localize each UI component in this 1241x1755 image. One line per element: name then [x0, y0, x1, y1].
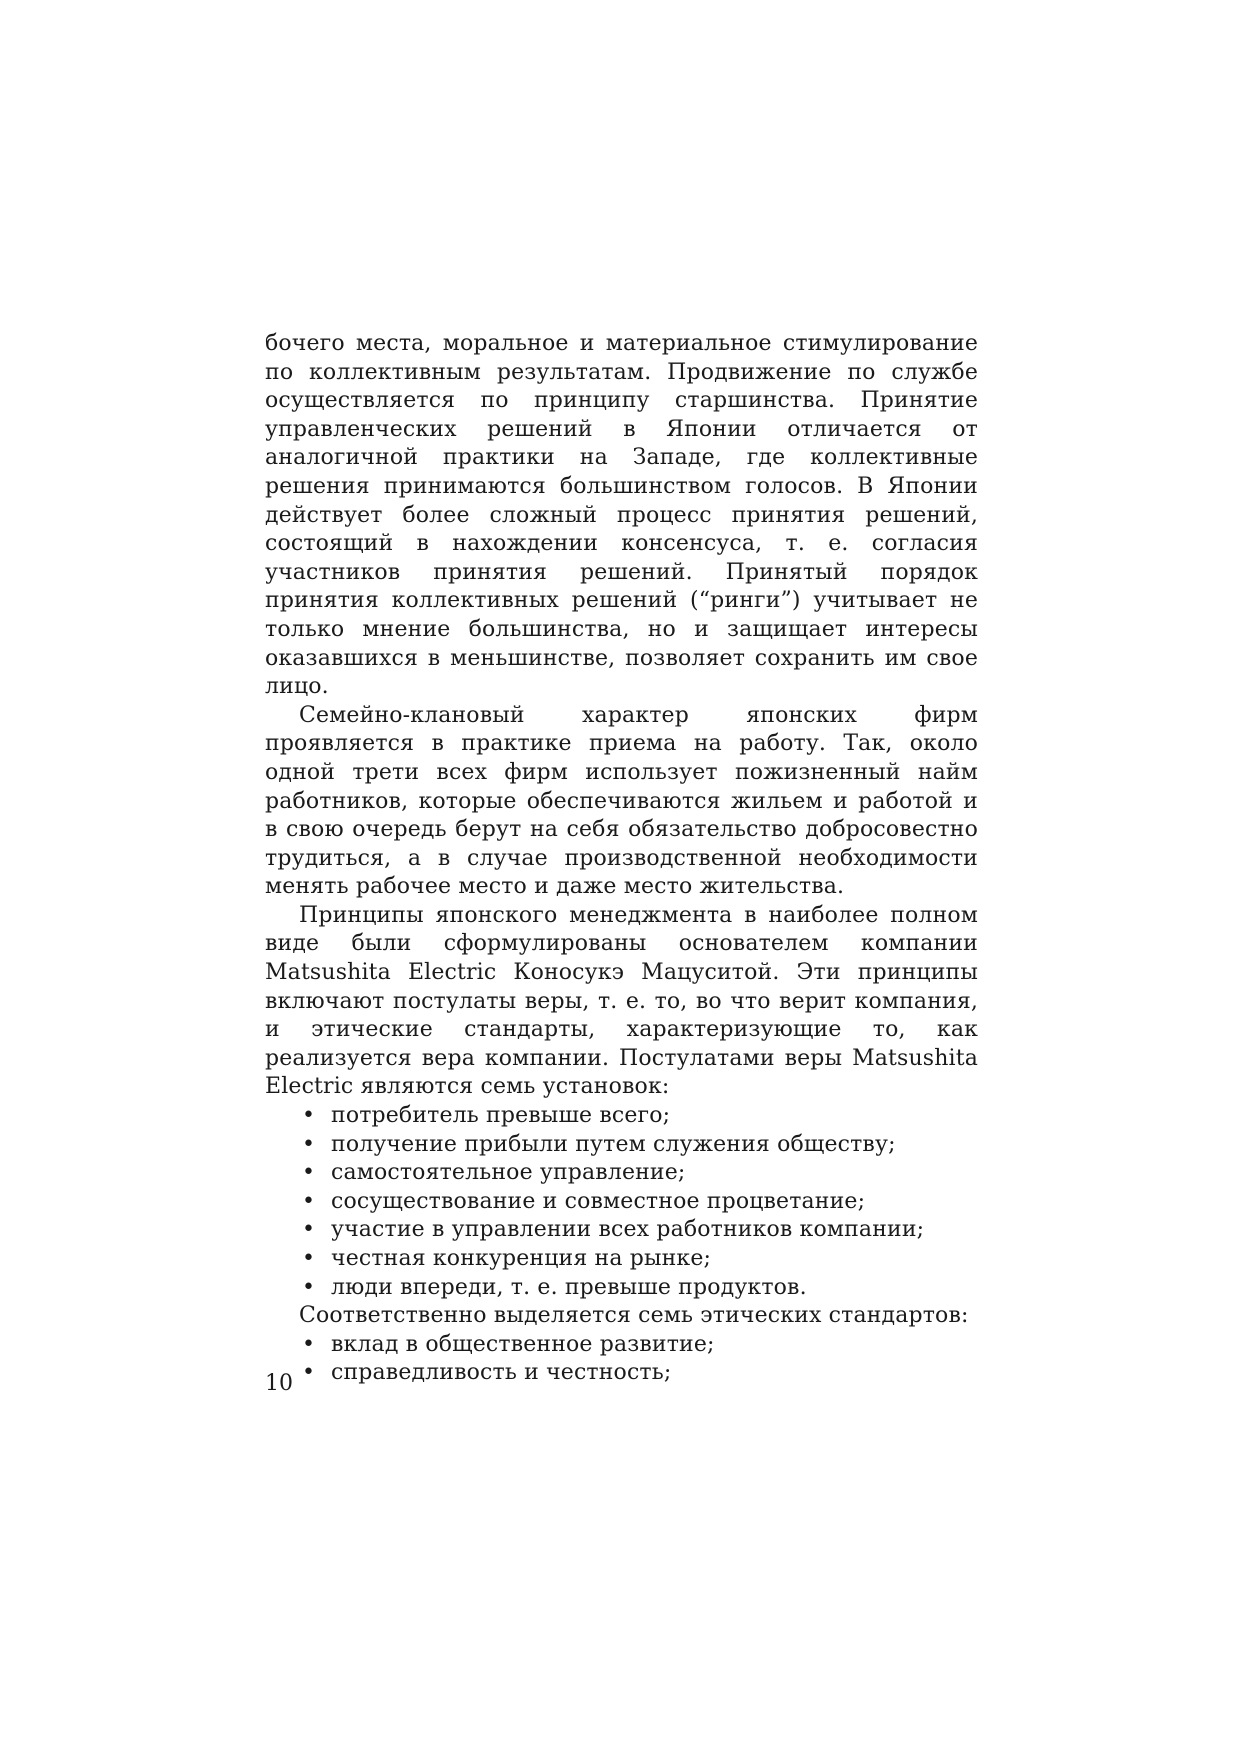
list-item [265, 1159, 978, 1188]
bullet-icon: • [302, 1131, 316, 1157]
bullet-icon: • [302, 1246, 316, 1271]
list-item [265, 1216, 978, 1245]
list-item [265, 1102, 978, 1131]
list-item-text: люди впереди, т. е. превыше продуктов. [331, 1274, 807, 1300]
bullet-icon: • [302, 1360, 316, 1386]
bullet-icon: • [302, 1188, 316, 1214]
page-body [265, 330, 978, 1388]
list-item-text: вклад в общественное развитие; [331, 1331, 715, 1357]
list-item [265, 1131, 978, 1160]
list-item-text: получение прибыли путем служения обществу; [331, 1131, 896, 1157]
list-item [265, 1188, 978, 1217]
list-item-text: участие в управлении всех работников компании; [331, 1217, 925, 1243]
list-item [265, 1245, 978, 1274]
standards-list [265, 1331, 978, 1388]
beliefs-list [265, 1102, 978, 1302]
list-item-text: честная конкуренция на рынке; [331, 1246, 712, 1271]
list-item [265, 1359, 978, 1388]
list-item-text: справедливость и честность; [331, 1360, 672, 1386]
bullet-icon: • [302, 1160, 316, 1186]
bullet-icon: • [302, 1103, 316, 1129]
paragraph-family-clan: Семейно-клановый характер японских фирм проявляется в практике приема на работу. Так, около одной трети всех фирм использует пожизненный найм работников, которые обеспечиваются жильем и работой и в свою очередь берут на себя обязательство добросовестно трудиться, а в случае производственной необходимости менять рабочее место и даже место жительства. [265, 702, 978, 900]
page-number: 10 [265, 1371, 293, 1396]
paragraph-continuation: бочего места, моральное и материальное стимулирование по коллективным результатам. Продвижение по службе осуществляется по принципу старшинства. Принятие управленческих решений в Японии отличается от аналогичной практики на Западе, где коллективные решения принимаются большинством голосов. В Японии действует более сложный процесс принятия решений, состоящий в нахождении консенсуса, т. е. согласия участников принятия решений. Принятый порядок принятия коллективных решений (“ринги”) учитывает не только мнение большинства, но и защищает интересы оказавшихся в меньшинстве, позволяет сохранить им свое лицо. [265, 331, 978, 700]
list-item-text: сосуществование и совместное процветание; [331, 1188, 866, 1214]
bullet-icon: • [302, 1217, 316, 1243]
list-item-text: самостоятельное управление; [331, 1160, 686, 1186]
list-item [265, 1331, 978, 1360]
bullet-icon: • [302, 1331, 316, 1357]
list-item-text: потребитель превыше всего; [331, 1103, 671, 1129]
list-item [265, 1274, 978, 1303]
paragraph-standards-intro: Соответственно выделяется семь этических стандартов: [299, 1303, 969, 1329]
bullet-icon: • [302, 1274, 316, 1300]
paragraph-principles: Принципы японского менеджмента в наиболее полном виде были сформулированы основателем компании Matsushita Electric Коносукэ Мацуситой. Эти принципы включают постулаты веры, т. е. то, во что верит компания, и этические стандарты, характеризующие то, как реализуется вера компании. Постулатами веры Matsushita Electric являются семь установок: [265, 902, 978, 1100]
